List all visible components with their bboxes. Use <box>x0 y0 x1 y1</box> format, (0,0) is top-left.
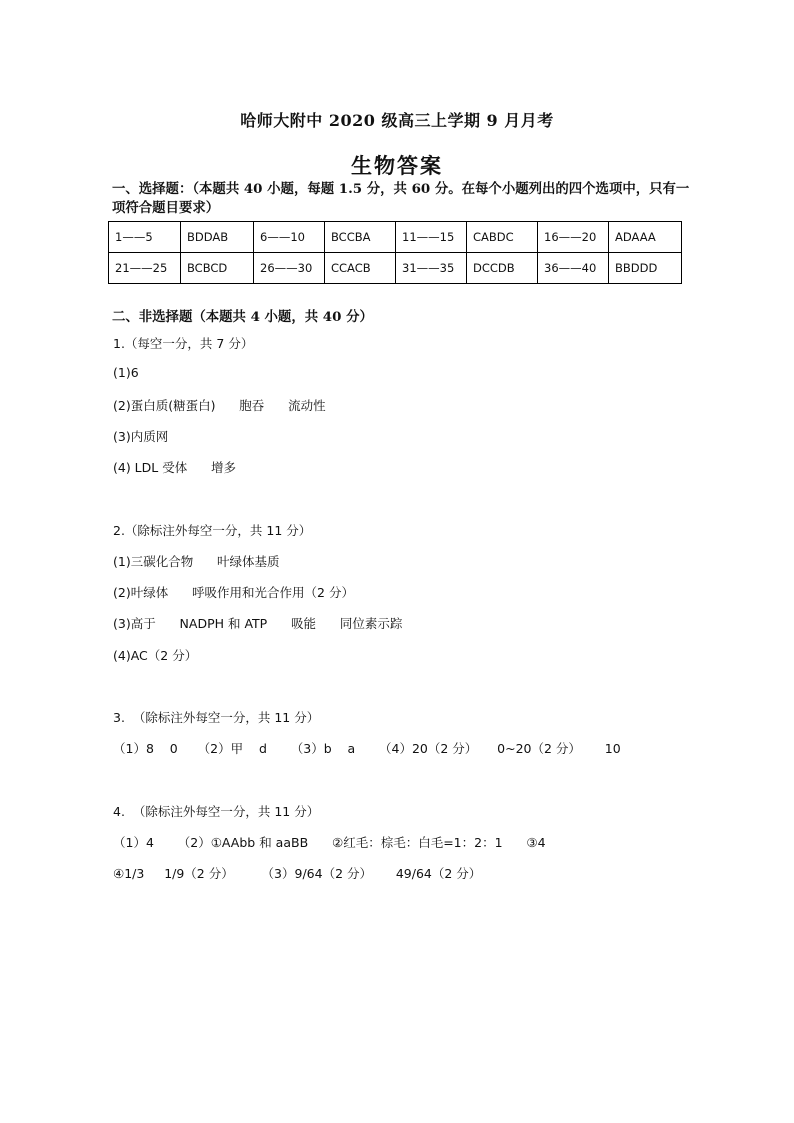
answer-table <box>108 221 682 284</box>
q4-answer-line: ④1/3 1/9（2 分） （3）9/64（2 分） 49/64（2 分） <box>113 866 482 881</box>
q2-title: 2.（除标注外每空一分，共 11 分） <box>113 523 312 538</box>
document-subtitle: 生物答案 <box>351 153 443 178</box>
table-cell: 6——10 <box>254 222 325 253</box>
q1-answer-line: (4) LDL 受体 增多 <box>113 460 237 475</box>
table-row <box>109 253 682 284</box>
table-cell: 11——15 <box>396 222 467 253</box>
table-cell: CABDC <box>467 222 538 253</box>
part1-heading-line2: 项符合题目要求） <box>112 200 220 216</box>
table-cell: BCCBA <box>325 222 396 253</box>
q4-answer-line: （1）4 （2）①AAbb 和 aaBB ②红毛：棕毛：白毛=1：2：1 ③4 <box>113 835 546 850</box>
table-cell: 1——5 <box>109 222 181 253</box>
table-cell: BDDAB <box>181 222 254 253</box>
table-cell: BCBCD <box>181 253 254 284</box>
q3-answer-line: （1）8 0 （2）甲 d （3）b a （4）20（2 分） 0~20（2 分） 10 <box>113 741 621 756</box>
part1-heading-line1: 一、选择题：（本题共 40 小题，每题 1.5 分，共 60 分。在每个小题列出的四个选项中，只有一 <box>112 181 690 197</box>
q1-answer-line: (1)6 <box>113 365 139 380</box>
q3-title: 3. （除标注外每空一分，共 11 分） <box>113 710 320 725</box>
table-cell: DCCDB <box>467 253 538 284</box>
table-cell: 31——35 <box>396 253 467 284</box>
q1-answer-line: (3)内质网 <box>113 429 169 444</box>
part1-heading <box>112 180 712 218</box>
q1-title: 1.（每空一分，共 7 分） <box>113 336 254 351</box>
table-cell: 26——30 <box>254 253 325 284</box>
q2-answer-line: (3)高于 NADPH 和 ATP 吸能 同位素示踪 <box>113 616 403 631</box>
table-cell: 36——40 <box>538 253 609 284</box>
q1-answer-line: (2)蛋白质(糖蛋白) 胞吞 流动性 <box>113 398 326 413</box>
table-cell: 21——25 <box>109 253 181 284</box>
table-cell: BBDDD <box>609 253 682 284</box>
document-title: 哈师大附中 2020 级高三上学期 9 月月考 <box>240 111 554 130</box>
table-cell: 16——20 <box>538 222 609 253</box>
q2-answer-line: (1)三碳化合物 叶绿体基质 <box>113 554 280 569</box>
q2-answer-line: (4)AC（2 分） <box>113 648 198 663</box>
table-cell: CCACB <box>325 253 396 284</box>
part2-heading: 二、非选择题（本题共 4 小题，共 40 分） <box>112 309 373 325</box>
q2-answer-line: (2)叶绿体 呼吸作用和光合作用（2 分） <box>113 585 354 600</box>
table-cell: ADAAA <box>609 222 682 253</box>
table-row <box>109 222 682 253</box>
q4-title: 4. （除标注外每空一分，共 11 分） <box>113 804 320 819</box>
